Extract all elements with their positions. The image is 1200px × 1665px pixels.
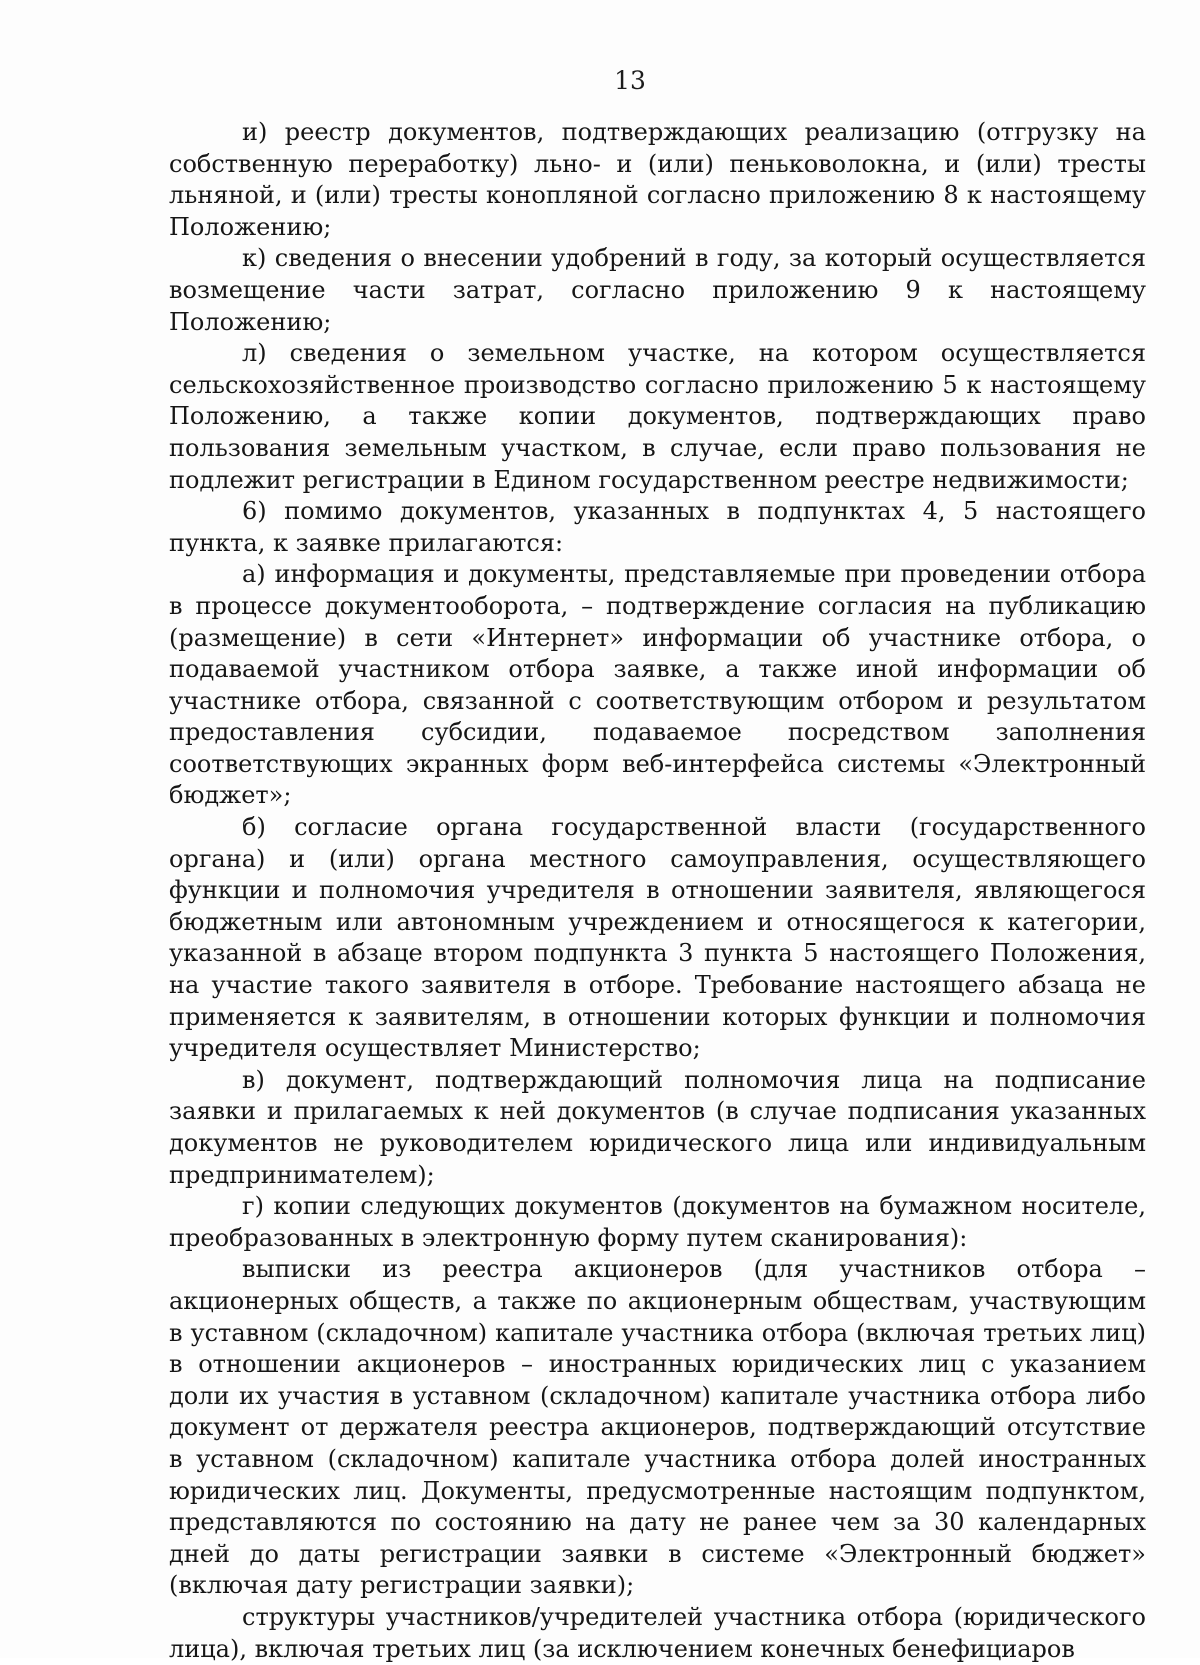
paragraph-subclause-6: 6) помимо документов, указанных в подпунктах 4, 5 настоящего пункта, к заявке прилагаются: [169,497,1146,557]
paragraph-item-a: а) информация и документы, представляемые при проведении отбора в процессе документооборота, – подтверждение согласия на публикацию (размещение) в сети «Интернет» информации об участнике отбора, о подаваемой участником отбора заявке, а также иной информации об участнике отбора, связанной с соответствующим отбором и результатом предоставления субсидии, подаваемое посредством заполнения соответствующих экранных форм веб-интерфейса системы «Электронный бюджет»; [169,560,1146,810]
paragraph-item-i: и) реестр документов, подтверждающих реализацию (отгрузку на собственную переработку) льно- и (или) пеньковолокна, и (или) тресты льняной, и (или) тресты конопляной согласно приложению 8 к настоящему Положению; [169,118,1146,241]
paragraph-item-v: в) документ, подтверждающий полномочия лица на подписание заявки и прилагаемых к ней документов (в случае подписания указанных документов не руководителем юридического лица или индивидуальным предпринимателем); [169,1065,1146,1189]
paragraph-item-b: б) согласие органа государственной власти (государственного органа) и (или) органа местного самоуправления, осуществляющего функции и полномочия учредителя в отношении заявителя, являющегося бюджетным или автономным учреждением и относящегося к категории, указанной в абзаце втором подпункта 3 пункта 5 настоящего Положения, на участие такого заявителя в отборе. Требование настоящего абзаца не применяется к заявителям, в отношении которых функции и полномочия учредителя осуществляет Министерство; [169,813,1146,1063]
paragraph-item-l: л) сведения о земельном участке, на котором осуществляется сельскохозяйственное производство согласно приложению 5 к настоящему Положению, а также копии документов, подтверждающих право пользования земельным участком, в случае, если право пользования не подлежит регистрации в Едином государственном реестре недвижимости; [169,339,1146,494]
paragraph-item-k: к) сведения о внесении удобрений в году, за который осуществляется возмещение части затрат, согласно приложению 9 к настоящему Положению; [169,244,1146,336]
paragraph-shareholder-extracts: выписки из реестра акционеров (для участников отбора – акционерных обществ, а также по акционерным обществам, участвующим в уставном (складочном) капитале участника отбора (включая третьих лиц) в отношении акционеров – иностранных юридических лиц с указанием доли их участия в уставном (складочном) капитале участника отбора либо документ от держателя реестра акционеров, подтверждающий отсутствие в уставном (складочном) капитале участника отбора долей иностранных юридических лиц. Документы, предусмотренные настоящим подпунктом, представляются по состоянию на дату не ранее чем за 30 календарных дней до даты регистрации заявки в системе «Электронный бюджет» (включая дату регистрации заявки); [169,1255,1146,1600]
page-number: 13 [614,66,646,95]
paragraph-item-g: г) копии следующих документов (документов на бумажном носителе, преобразованных в электронную форму путем сканирования): [169,1192,1146,1252]
document-body [169,117,1146,1665]
paragraph-participant-structures: структуры участников/учредителей участника отбора (юридического лица), включая третьих лиц (за исключением конечных бенефициаров [169,1602,1146,1663]
